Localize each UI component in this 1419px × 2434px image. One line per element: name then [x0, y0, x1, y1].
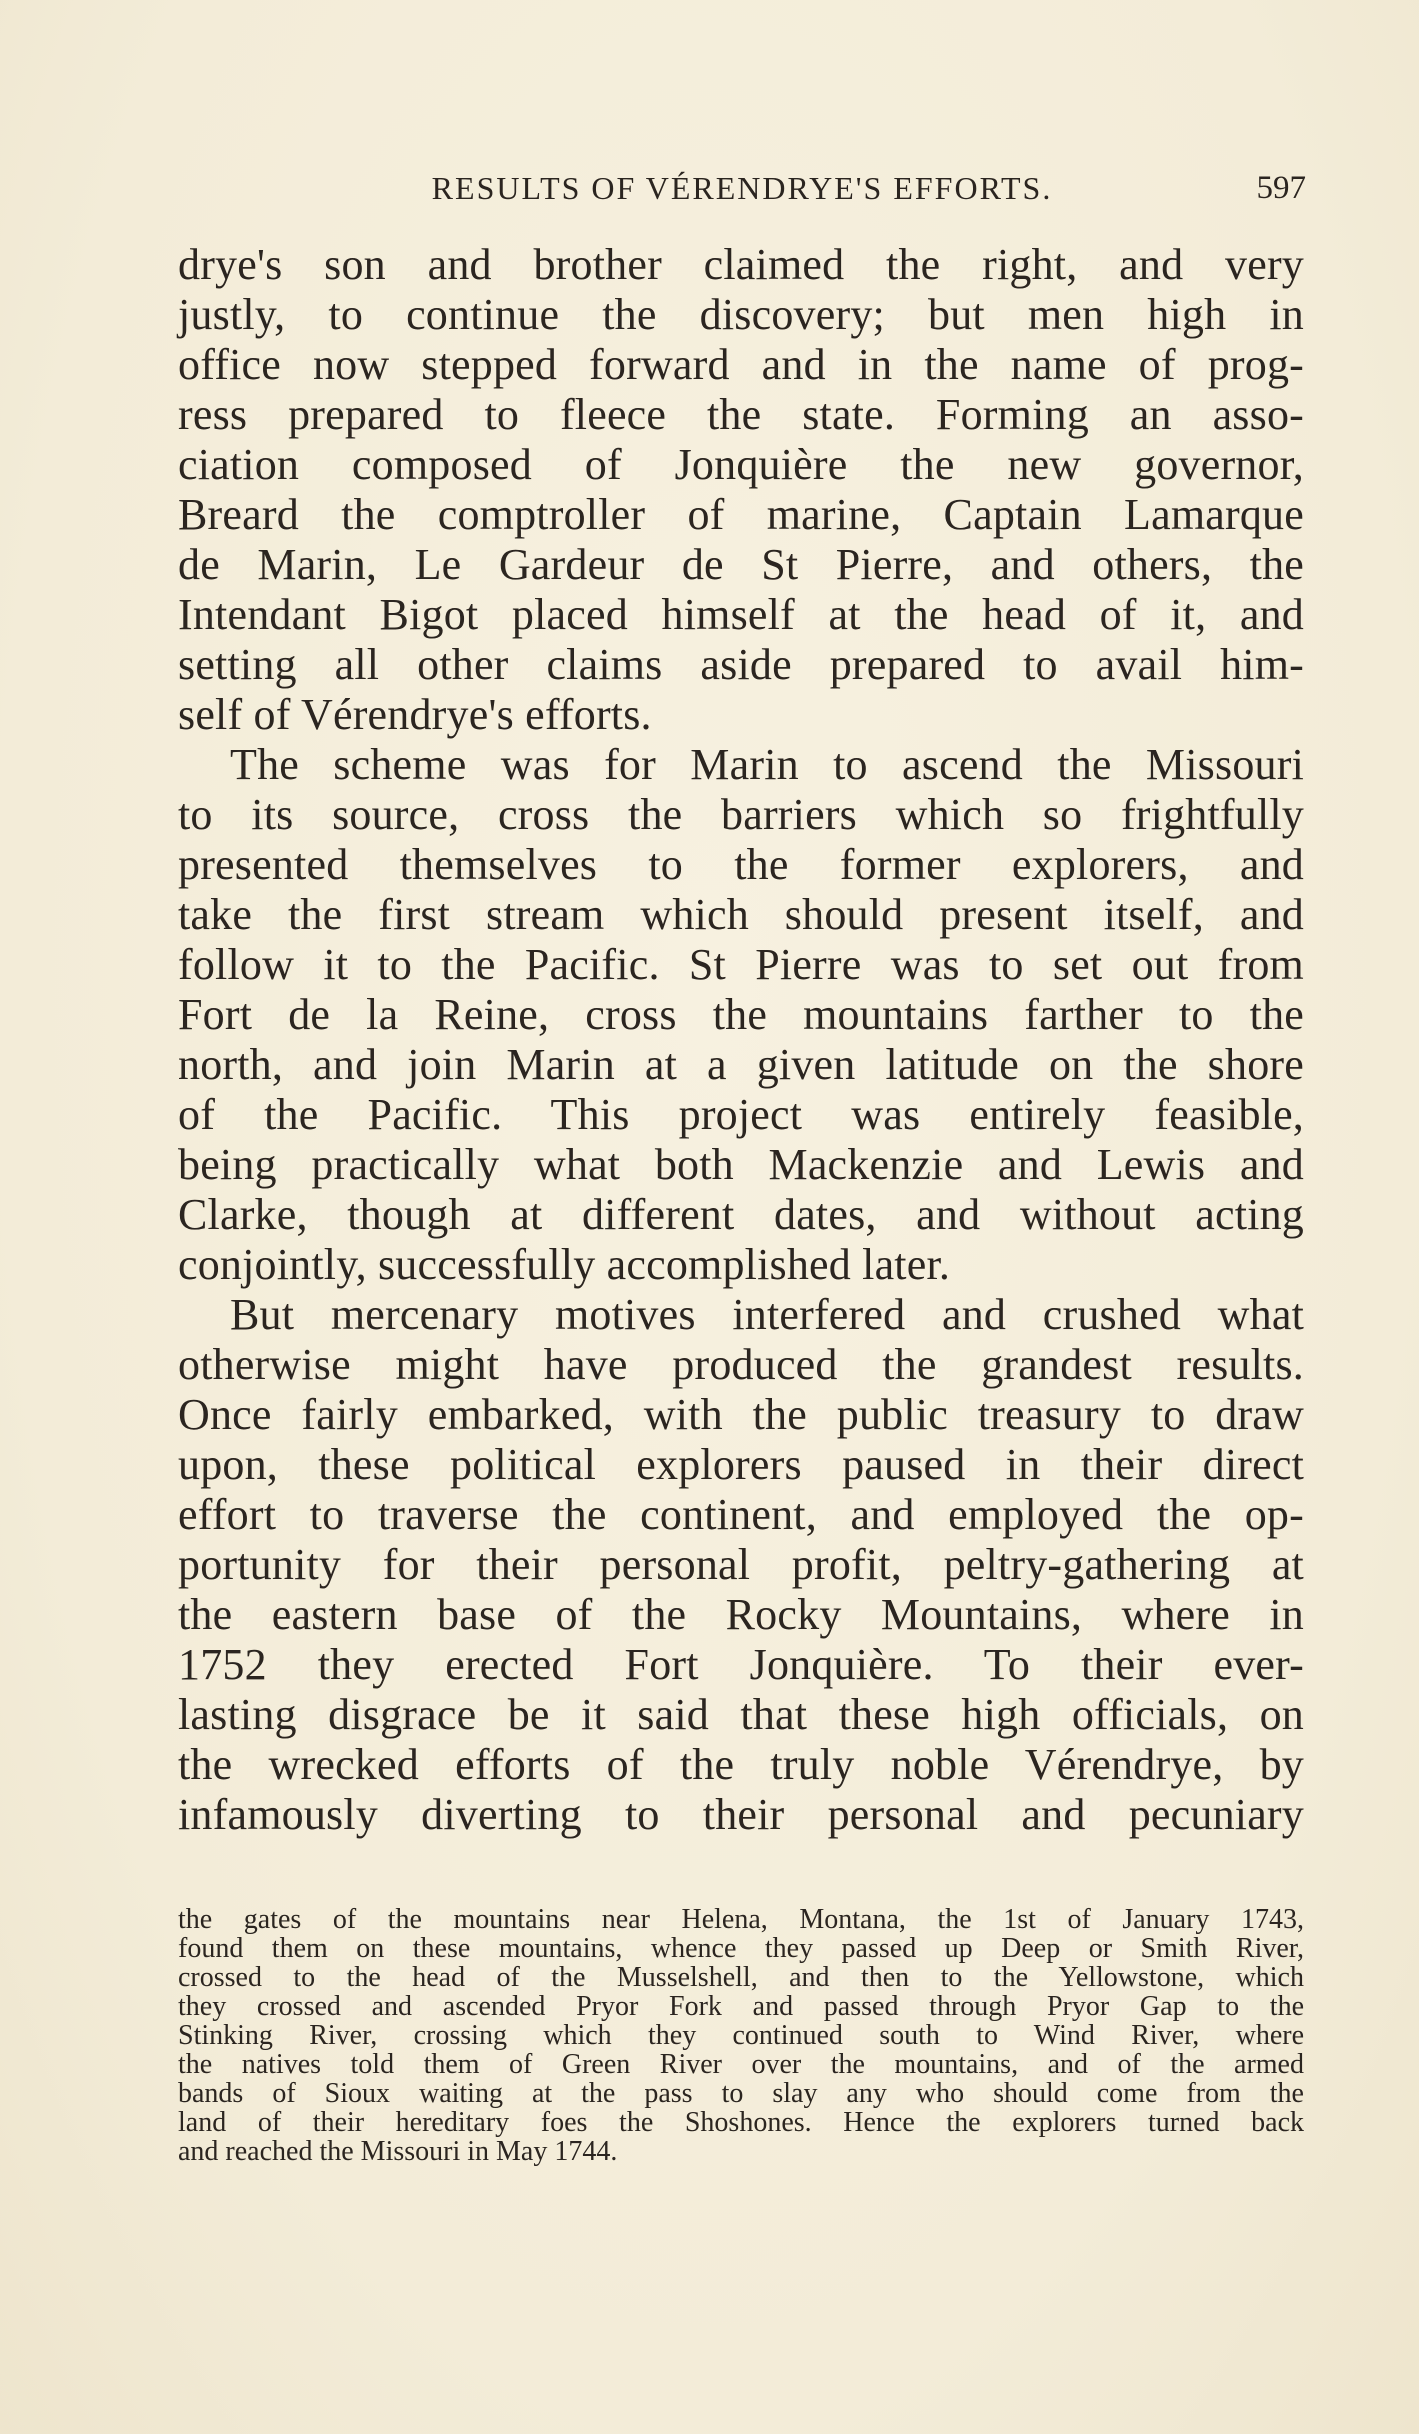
text-line: of the Pacific. This project was entirely feasible,: [178, 1090, 1304, 1139]
text-line: Clarke, though at different dates, and without acting: [178, 1190, 1304, 1239]
text-line: conjointly, successfully accomplished later.: [178, 1240, 951, 1289]
footnote-line: the natives told them of Green River over the mountains, and of the armed: [178, 2049, 1304, 2080]
text-line: lasting disgrace be it said that these high officials, on: [178, 1690, 1304, 1739]
page-number: 597: [1256, 170, 1306, 206]
footnote-line: and reached the Missouri in May 1744.: [178, 2136, 618, 2167]
text-line: portunity for their personal profit, peltry-gathering at: [178, 1540, 1304, 1589]
text-line: otherwise might have produced the grandest results.: [178, 1340, 1304, 1389]
running-head: RESULTS OF VÉRENDRYE'S EFFORTS.: [431, 170, 1053, 206]
footnote: [178, 1905, 1304, 2166]
text-line: being practically what both Mackenzie and Lewis and: [178, 1140, 1304, 1189]
text-line: infamously diverting to their personal and pecuniary: [178, 1790, 1304, 1839]
text-line: upon, these political explorers paused in their direct: [178, 1440, 1304, 1489]
text-line: presented themselves to the former explorers, and: [178, 840, 1304, 889]
body-text: [178, 240, 1304, 1840]
footnote-line: found them on these mountains, whence they passed up Deep or Smith River,: [178, 1933, 1304, 1964]
footnote-line: land of their hereditary foes the Shoshones. Hence the explorers turned back: [178, 2107, 1304, 2138]
text-line: setting all other claims aside prepared to avail him-: [178, 640, 1304, 689]
footnote-line: Stinking River, crossing which they continued south to Wind River, where: [178, 2020, 1304, 2051]
text-line: follow it to the Pacific. St Pierre was to set out from: [178, 940, 1304, 989]
text-line: office now stepped forward and in the name of prog-: [178, 340, 1304, 389]
page-header: [178, 166, 1306, 210]
text-line: Once fairly embarked, with the public treasury to draw: [178, 1390, 1304, 1439]
footnote-line: they crossed and ascended Pryor Fork and passed through Pryor Gap to the: [178, 1991, 1304, 2022]
text-line: Intendant Bigot placed himself at the head of it, and: [178, 590, 1304, 639]
text-line: Breard the comptroller of marine, Captain Lamarque: [178, 490, 1304, 539]
text-line: de Marin, Le Gardeur de St Pierre, and others, the: [178, 540, 1304, 589]
text-line: drye's son and brother claimed the right, and very: [178, 240, 1304, 289]
text-line: But mercenary motives interfered and crushed what: [230, 1290, 1304, 1339]
text-line: effort to traverse the continent, and employed the op-: [178, 1490, 1304, 1539]
text-line: take the first stream which should present itself, and: [178, 890, 1304, 939]
text-line: ress prepared to fleece the state. Forming an asso-: [178, 390, 1304, 439]
footnote-line: crossed to the head of the Musselshell, and then to the Yellowstone, which: [178, 1962, 1304, 1993]
text-line: the wrecked efforts of the truly noble Vérendrye, by: [178, 1740, 1304, 1789]
text-line: The scheme was for Marin to ascend the Missouri: [230, 740, 1304, 789]
text-line: justly, to continue the discovery; but men high in: [178, 290, 1304, 339]
text-line: north, and join Marin at a given latitude on the shore: [178, 1040, 1304, 1089]
text-line: the eastern base of the Rocky Mountains, where in: [178, 1590, 1304, 1639]
text-line: ciation composed of Jonquière the new governor,: [178, 440, 1304, 489]
text-line: 1752 they erected Fort Jonquière. To their ever-: [178, 1640, 1304, 1689]
text-line: self of Vérendrye's efforts.: [178, 690, 652, 739]
text-line: Fort de la Reine, cross the mountains farther to the: [178, 990, 1304, 1039]
footnote-line: the gates of the mountains near Helena, Montana, the 1st of January 1743,: [178, 1904, 1304, 1935]
text-line: to its source, cross the barriers which so frightfully: [178, 790, 1304, 839]
footnote-line: bands of Sioux waiting at the pass to slay any who should come from the: [178, 2078, 1304, 2109]
